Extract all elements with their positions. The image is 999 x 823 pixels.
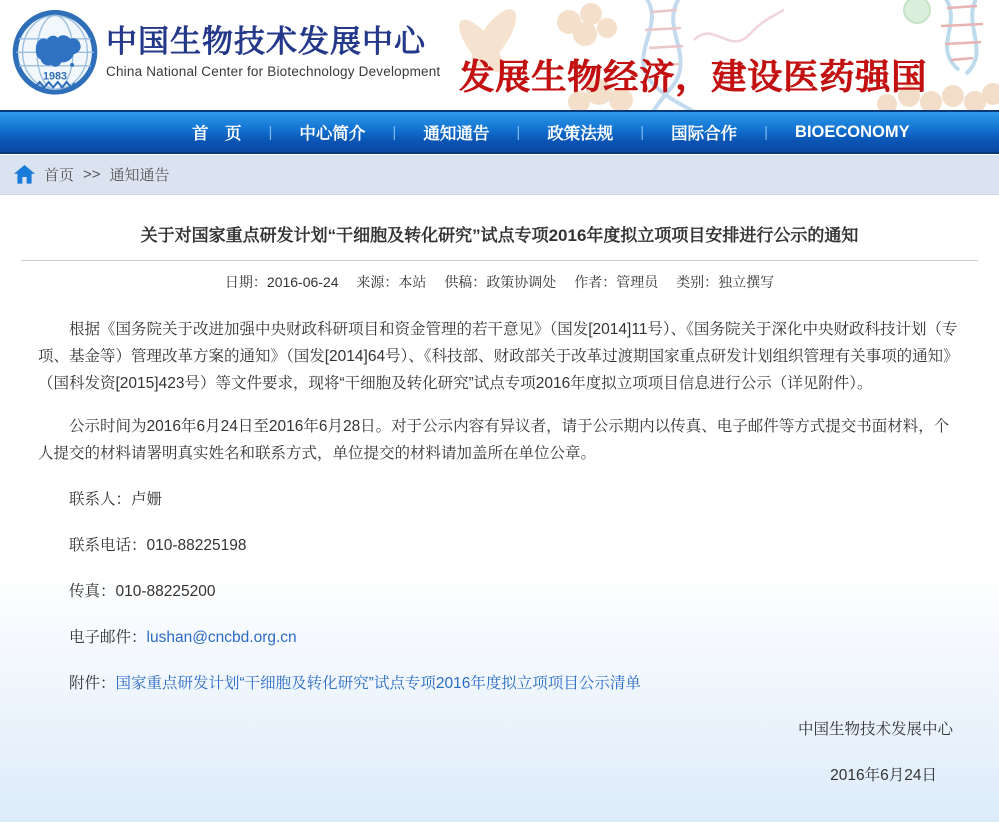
site-title: 中国生物技术发展中心: [106, 24, 426, 59]
logo-year-text: 1983: [43, 70, 67, 83]
article-content: [0, 195, 999, 822]
site-subtitle: China National Center for Biotechnology Development: [106, 64, 441, 79]
nav-item-intl-coop[interactable]: 国际合作: [671, 125, 738, 143]
attachment-link[interactable]: 国家重点研发计划“干细胞及转化研究”试点专项2016年度拟立项项目公示清单: [115, 675, 641, 692]
breadcrumb-separator: >>: [83, 166, 101, 183]
contact-fax-value: 010-88225200: [115, 583, 216, 600]
nav-separator: |: [764, 123, 769, 141]
contact-email-label: 电子邮件：: [69, 629, 147, 646]
contact-email-line: [38, 624, 961, 651]
nav-item-policies[interactable]: 政策法规: [547, 125, 614, 143]
meta-category: [676, 274, 774, 290]
meta-author: [574, 274, 658, 290]
meta-contributor-label: 供稿：: [444, 274, 487, 290]
breadcrumb-current[interactable]: 通知通告: [109, 167, 170, 184]
nav-separator: |: [640, 123, 645, 141]
meta-category-value: 独立撰写: [718, 274, 775, 290]
nav-item-notices[interactable]: 通知通告: [423, 125, 490, 143]
contact-person-value: 卢姗: [131, 491, 163, 508]
paragraph-basis: 根据《国务院关于改进加强中央财政科研项目和资金管理的若干意见》（国发[2014]11号）、《国务院关于深化中央财政科技计划（专项、基金等）管理改革方案的通知》（国发[2014]64号）、《科技部、财政部关于改革过渡期国家重点研发计划组织管理有关事项的通知》（国科发资[2015]423号）等文件要求，现将“干细胞及转化研究”试点专项2016年度拟立项项目信息进行公示（详见附件）。: [38, 321, 959, 392]
contact-fax-line: [38, 578, 961, 605]
nav-item-home[interactable]: 首 页: [192, 125, 242, 143]
meta-source: [356, 274, 426, 290]
center-logo[interactable]: [10, 8, 100, 102]
nav-item-bioeconomy[interactable]: BIOECONOMY: [795, 122, 910, 141]
banner-slogan: 发展生物经济，建设医药强国: [459, 58, 928, 97]
site-identity: [106, 23, 440, 79]
signature-date: 2016年6月24日: [830, 767, 937, 784]
meta-date: [225, 274, 339, 290]
breadcrumb: [0, 155, 999, 195]
article-meta: [38, 272, 961, 292]
header-banner: [0, 0, 999, 110]
contact-person-label: 联系人：: [69, 491, 132, 508]
signature-org: 中国生物技术发展中心: [797, 721, 953, 738]
article-body: [38, 316, 961, 789]
article-title: 关于对国家重点研发计划“干细胞及转化研究”试点专项2016年度拟立项项目安排进行公示的通知: [140, 226, 859, 245]
meta-date-value: 2016-06-24: [266, 274, 339, 290]
nav-separator: |: [516, 123, 521, 141]
attachment-label: 附件：: [69, 675, 116, 692]
meta-date-label: 日期：: [224, 274, 267, 290]
main-nav: [0, 110, 999, 154]
meta-author-label: 作者：: [574, 274, 617, 290]
meta-contributor: [444, 274, 556, 290]
meta-author-value: 管理员: [616, 274, 659, 290]
contact-phone-label: 联系电话：: [69, 537, 147, 554]
nav-separator: |: [268, 123, 273, 141]
title-divider: [21, 260, 978, 261]
contact-person-line: [38, 486, 961, 513]
meta-category-label: 类别：: [676, 274, 719, 290]
meta-source-value: 本站: [398, 274, 427, 290]
meta-contributor-value: 政策协调处: [486, 274, 557, 290]
nav-separator: |: [392, 123, 397, 141]
contact-phone-value: 010-88225198: [146, 537, 247, 554]
home-icon[interactable]: [14, 165, 35, 184]
contact-phone-line: [38, 532, 961, 559]
contact-fax-label: 传真：: [69, 583, 116, 600]
email-link[interactable]: lushan@cncbd.org.cn: [146, 629, 297, 646]
attachment-line: [38, 670, 961, 697]
breadcrumb-home-link[interactable]: 首页: [44, 167, 75, 184]
meta-source-label: 来源：: [356, 274, 399, 290]
paragraph-period: 公示时间为2016年6月24日至2016年6月28日。对于公示内容有异议者，请于公示期内以传真、电子邮件等方式提交书面材料，个人提交的材料请署明真实姓名和联系方式，单位提交的材料请加盖所在单位公章。: [38, 418, 950, 462]
nav-item-about[interactable]: 中心简介: [299, 125, 366, 143]
